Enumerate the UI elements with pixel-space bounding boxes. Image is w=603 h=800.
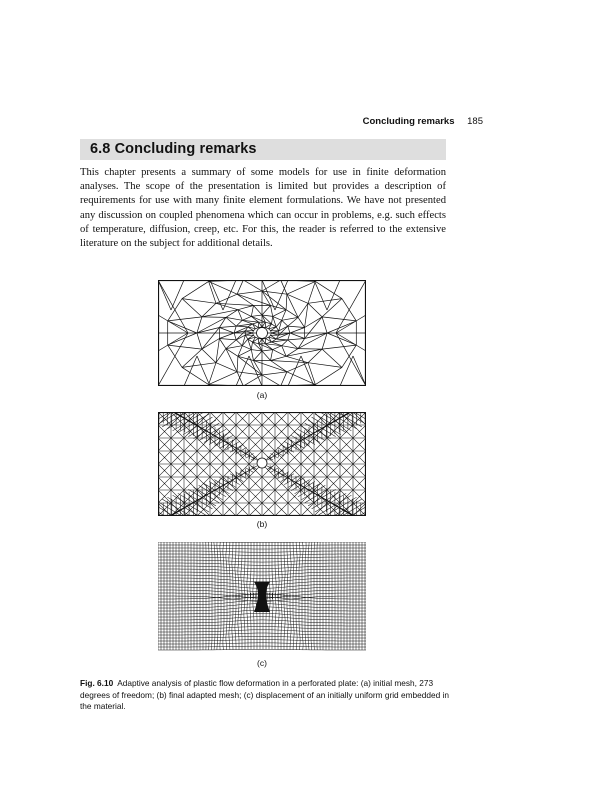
panel-label-b: (b)	[256, 519, 268, 529]
running-title: Concluding remarks	[362, 116, 455, 127]
caption-text: Adaptive analysis of plastic flow deformation in a perforated plate: (a) initial mesh, 273 degrees of freedom; (b) final adapted mesh; (c) displacement of an initially uniform grid embedded in the material.	[80, 678, 449, 711]
mesh-panel-c	[158, 542, 366, 652]
figure-number: Fig. 6.10	[80, 678, 114, 688]
page-number: 185	[467, 116, 483, 127]
figure-caption	[80, 678, 460, 713]
mesh-panel-a	[158, 280, 366, 386]
panel-label-a: (a)	[256, 390, 268, 400]
body-paragraph: This chapter presents a summary of some models for use in finite deformation analyses. The scope of the presentation is limited but provides a description of requirements for use with many finite element formulations. We have not presented any discussion on coupled phenomena which can occur in problems, e.g. such effects of temperature, diffusion, creep, etc. For this, the reader is referred to the extensive literature on the subject for additional details.	[80, 167, 446, 250]
panel-label-c: (c)	[257, 658, 267, 668]
section-title: 6.8 Concluding remarks	[90, 141, 257, 157]
running-head	[0, 116, 483, 127]
mesh-panel-b	[158, 412, 366, 516]
